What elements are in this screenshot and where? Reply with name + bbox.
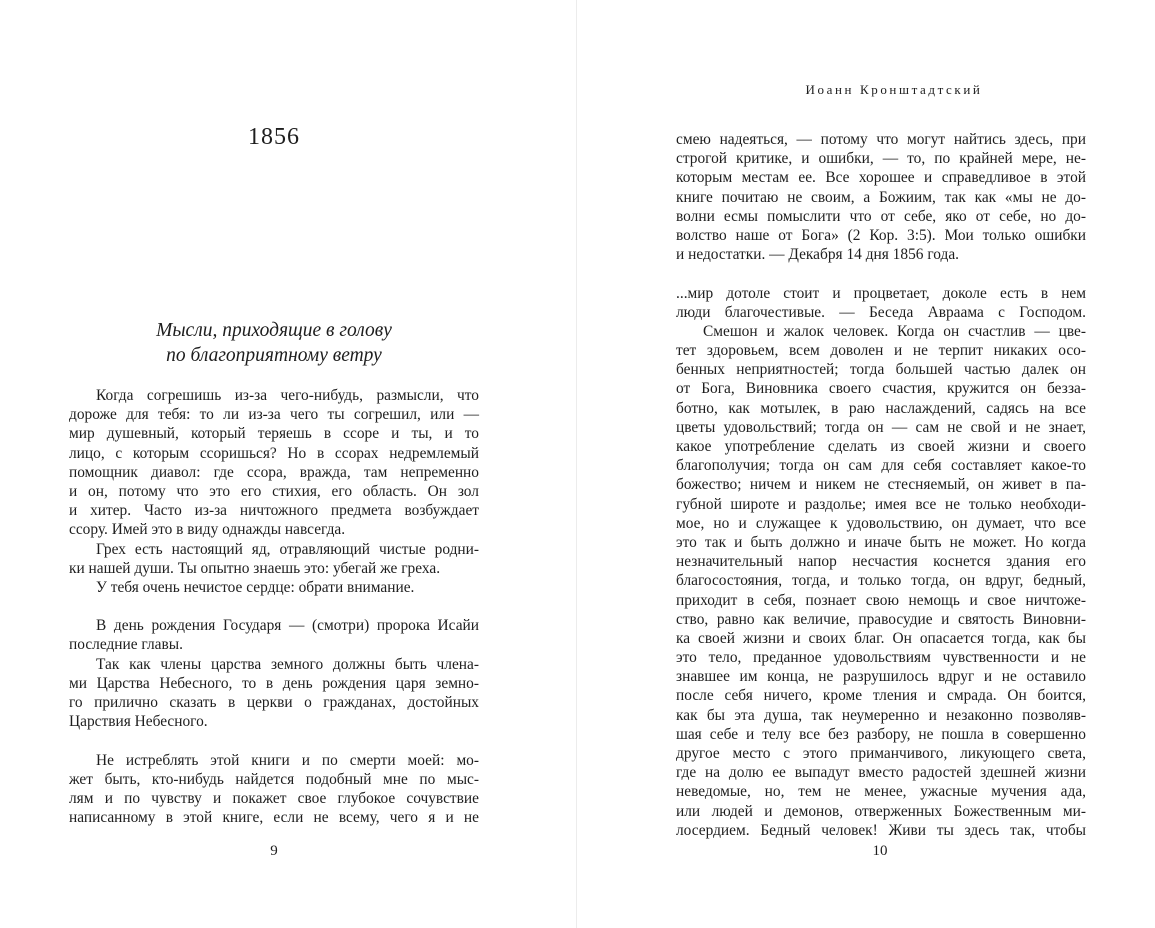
- text-line: неведомые, но, тем не менее, ужасные мучения ада,: [676, 783, 1086, 801]
- right-page: [578, 0, 1155, 928]
- text-line: Царствия Небесного.: [69, 713, 208, 731]
- book-gutter: [576, 0, 577, 928]
- text-line: мир душевный, который теряешь в ссоре и ты, и то: [69, 425, 479, 443]
- text-line: это тело, преданное удовольствиям чувственности и не: [676, 649, 1086, 667]
- text-line: У тебя очень нечистое сердце: обрати внимание.: [96, 578, 415, 596]
- text-line: лям и по чувству и покажет свое глубокое сочувствие: [69, 789, 479, 807]
- paragraph-gap: [676, 264, 1086, 283]
- text-line: ботно, как мотылек, в раю наслаждений, садясь на все: [676, 399, 1086, 417]
- text-line: Так как члены царства земного должны быть члена-: [96, 655, 479, 673]
- text-line: смею надеяться, — потому что могут найтись здесь, при: [676, 131, 1086, 148]
- text-line: благосостояния, тогда, и только тогда, он вдруг, бедный,: [676, 572, 1086, 590]
- text-line: цветы удовольствий; тогда он — сам не свой и не знает,: [676, 418, 1086, 436]
- paragraph-gap: [69, 597, 479, 616]
- text-line: последние главы.: [69, 636, 183, 654]
- text-line: после себя ничего, кроме тления и смрада. Он боится,: [676, 687, 1086, 705]
- text-line: В день рождения Государя — (смотри) пророка Исайи: [96, 617, 479, 635]
- text-line: лицо, с которым ссоришься? Но в ссорах недремлемый: [69, 444, 479, 462]
- text-line: как бы эта душа, так неумеренно и незаконно позволяв-: [676, 706, 1086, 724]
- text-line: волство наше от Бога» (2 Кор. 3:5). Мои только ошибки: [676, 226, 1086, 244]
- text-line: ми Царства Небесного, то в день рождения царя земно-: [69, 674, 479, 692]
- text-line: Смешон и жалок человек. Когда он счастлив — цве-: [703, 322, 1086, 340]
- text-line: Когда согрешишь из-за чего-нибудь, размысли, что: [96, 387, 479, 404]
- text-line: Не истреблять этой книги и по смерти моей: мо-: [96, 751, 479, 769]
- text-line: ...мир дотоле стоит и процветает, доколе есть в нем: [676, 284, 1086, 302]
- text-line: приходит в себя, познает свою немощь и свое ничтоже-: [676, 591, 1086, 609]
- text-line: ссору. Имей это в виду однажды навсегда.: [69, 521, 346, 539]
- text-line: бенных неприятностей; тогда большей частью далек он: [676, 361, 1086, 379]
- text-line: мое, но и служащее к удовольствию, он думает, что все: [676, 514, 1086, 532]
- text-line: другое место с этого приманчивого, ликующего света,: [676, 745, 1086, 762]
- text-line: го прилично сказать в церкви о гражданах, достойных: [69, 694, 479, 711]
- text-line: волни есмы помыслити что от себе, яко от себе, но до-: [676, 207, 1086, 225]
- left-page: [0, 0, 577, 928]
- right-body-text: [676, 130, 1086, 840]
- chapter-title: [0, 318, 548, 368]
- text-line: помощник диавол: где ссора, вражда, там непременно: [69, 463, 479, 481]
- text-line: благополучия; тогда он сам для себя составляет какое-то: [676, 457, 1086, 475]
- left-body-text: [69, 386, 479, 827]
- text-line: ка своей жизни и своих благ. Он опасается тогда, как бы: [676, 629, 1086, 647]
- text-line: от Бога, Виновника своего счастия, кружится он безза-: [676, 380, 1086, 398]
- text-line: и недостатки. — Декабря 14 дня 1856 года.: [676, 246, 960, 264]
- page-number: 10: [872, 843, 888, 859]
- text-line: дороже для тебя: то ли из-за чего ты согрешил, или —: [69, 406, 479, 424]
- text-line: написанному в этой книге, если не всему, чего я и не: [69, 809, 479, 827]
- text-line: ство, равно как величие, правосудие и святость Виновни-: [676, 610, 1086, 628]
- text-line: шая себе и телу все без разбору, не пошла в совершенно: [676, 725, 1086, 743]
- text-line: знавшее им конца, не разрушилось вдруг и не оставило: [676, 668, 1086, 686]
- paragraph-gap: [69, 731, 479, 750]
- text-line: или людей и демонов, отверженных Божественным ми-: [676, 802, 1086, 820]
- text-line: и он, потому что это его стихия, его область. Он зол: [69, 482, 479, 500]
- text-line: незначительный напор несчастия коснется здания его: [676, 553, 1086, 571]
- text-line: строгой критике, и ошибки, — то, по крайней мере, не-: [676, 150, 1086, 168]
- text-line: жет быть, кто-нибудь найдется подобный мне по мыс-: [69, 770, 479, 788]
- text-line: это так и быть должно и иначе быть не может. Но когда: [676, 533, 1086, 551]
- text-line: ки нашей души. Ты опытно знаешь это: убегай же греха.: [69, 559, 441, 577]
- text-line: и хитер. Часто из-за ничтожного предмета возбуждает: [69, 502, 479, 520]
- text-line: губной широте и раздолье; имея все не только необходи-: [676, 495, 1086, 513]
- text-line: тет здоровьем, всем доволен и не терпит никаких осо-: [676, 342, 1086, 360]
- page-number: 9: [270, 843, 278, 859]
- text-line: Грех есть настоящий яд, отравляющий чистые родни-: [96, 540, 479, 558]
- text-line: люди благочестивые. — Беседа Авраама с Господом.: [676, 303, 1086, 321]
- chapter-title-line: по благоприятному ветру: [166, 345, 382, 366]
- chapter-title-line: Мысли, приходящие в голову: [156, 320, 392, 341]
- text-line: книге почитаю не своим, а Божиим, так как «мы не до-: [676, 188, 1086, 206]
- text-line: лосердием. Бедный человек! Живи ты здесь так, чтобы: [676, 821, 1086, 839]
- text-line: где на долю ее выпадут вместо радостей здешней жизни: [676, 764, 1086, 782]
- year-heading: 1856: [248, 124, 300, 150]
- text-line: какое употребление сделать из своей жизни и своего: [676, 438, 1086, 455]
- running-head: Иоанн Кронштадтский: [805, 82, 983, 97]
- text-line: божество; ничем и никем не стесняемый, он живет в па-: [676, 476, 1086, 494]
- text-line: которым местам ее. Все хорошее и справедливое в этой: [676, 169, 1086, 187]
